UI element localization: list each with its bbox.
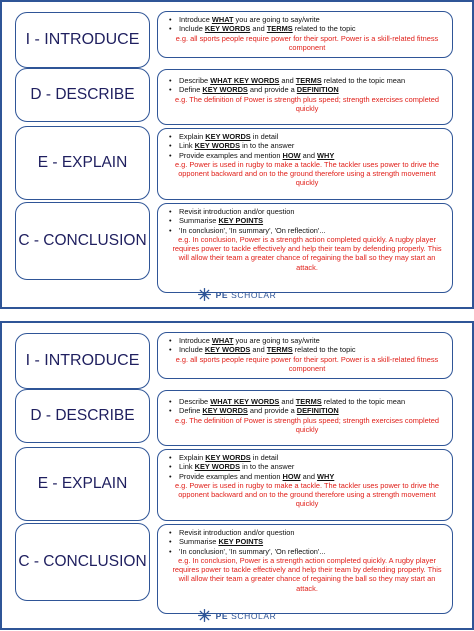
describe-heading: D - DESCRIBE [30,407,135,424]
describe-bullet-1: • Describe WHAT KEY WORDS and TERMS related to the topic mean [168,76,446,85]
conclusion-bullet-3: • 'In conclusion', 'In summary', 'On reflection'... [168,226,446,235]
footer-logo [2,609,472,622]
conclusion-heading: C - CONCLUSION [18,232,147,249]
explain-bullet-1: • Explain KEY WORDS in detail [168,132,446,141]
describe-heading: D - DESCRIBE [30,86,135,103]
introduce-content [157,11,453,58]
ideac-panel-top [0,0,474,309]
explain-example: e.g. Power is used in rugby to make a tackle. The tackler uses power to drive the opponent backward and on to the ground therefore using a strength movement quickly [174,159,439,188]
introduce-heading-box [15,333,150,389]
conclusion-bullet-3: • 'In conclusion', 'In summary', 'On reflection'... [168,547,446,556]
introduce-heading: I - INTRODUCE [25,352,140,369]
conclusion-bullet-2: • Summarise KEY POINTS [168,216,446,225]
describe-heading-box [15,68,150,122]
describe-content [157,69,453,125]
footer-logo [2,288,472,301]
conclusion-bullet-2: • Summarise KEY POINTS [168,537,446,546]
conclusion-content [157,203,453,293]
explain-heading-box [15,447,150,521]
snowflake-logo-icon [198,609,211,622]
describe-bullet-1: • Describe WHAT KEY WORDS and TERMS related to the topic mean [168,397,446,406]
explain-example: e.g. Power is used in rugby to make a tackle. The tackler uses power to drive the opponent backward and on to the ground therefore using a strength movement quickly [174,480,439,509]
conclusion-heading-box [15,202,150,280]
describe-heading-box [15,389,150,443]
describe-example: e.g. The definition of Power is strength plus speed; strength exercises completed quickly [174,415,440,434]
explain-content [157,128,453,200]
conclusion-bullet-1: • Revisit introduction and/or question [168,207,446,216]
explain-heading: E - EXPLAIN [37,475,128,492]
conclusion-bullet-1: • Revisit introduction and/or question [168,528,446,537]
describe-example: e.g. The definition of Power is strength plus speed; strength exercises completed quickly [174,94,440,113]
introduce-example: e.g. all sports people require power for their sport. Power is a skill-related fitness component [175,354,439,373]
conclusion-content [157,524,453,614]
describe-bullet-2: • Define KEY WORDS and provide a DEFINITION [168,406,446,415]
introduce-bullet-1: • Introduce WHAT you are going to say/write [168,336,446,345]
explain-bullet-2: • Link KEY WORDS in to the answer [168,462,446,471]
conclusion-heading: C - CONCLUSION [18,553,147,570]
introduce-content [157,332,453,379]
explain-content [157,449,453,521]
introduce-example: e.g. all sports people require power for their sport. Power is a skill-related fitness component [175,33,439,52]
ideac-panel-bottom [0,321,474,630]
describe-content [157,390,453,446]
introduce-heading-box [15,12,150,68]
explain-bullet-3: • Provide examples and mention HOW and WHY [168,151,446,160]
conclusion-example: e.g. In conclusion, Power is a strength action completed quickly. A rugby player requires power to tackle effectively and help their team by defending properly. This will allow their team a greater chance of regaining the ball so they may start an attack. [172,234,442,272]
describe-bullet-2: • Define KEY WORDS and provide a DEFINITION [168,85,446,94]
introduce-bullet-1: • Introduce WHAT you are going to say/write [168,15,446,24]
explain-heading-box [15,126,150,200]
explain-bullet-3: • Provide examples and mention HOW and WHY [168,472,446,481]
explain-heading: E - EXPLAIN [37,154,128,171]
brand-name: PE SCHOLAR [215,289,277,300]
explain-bullet-1: • Explain KEY WORDS in detail [168,453,446,462]
introduce-bullet-2: • Include KEY WORDS and TERMS related to the topic [168,345,446,354]
introduce-bullet-2: • Include KEY WORDS and TERMS related to the topic [168,24,446,33]
snowflake-logo-icon [198,288,211,301]
conclusion-example: e.g. In conclusion, Power is a strength action completed quickly. A rugby player requires power to tackle effectively and help their team by defending properly. This will allow their team a greater chance of regaining the ball so they may start an attack. [172,555,442,593]
brand-name: PE SCHOLAR [215,610,277,621]
introduce-heading: I - INTRODUCE [25,31,140,48]
explain-bullet-2: • Link KEY WORDS in to the answer [168,141,446,150]
conclusion-heading-box [15,523,150,601]
